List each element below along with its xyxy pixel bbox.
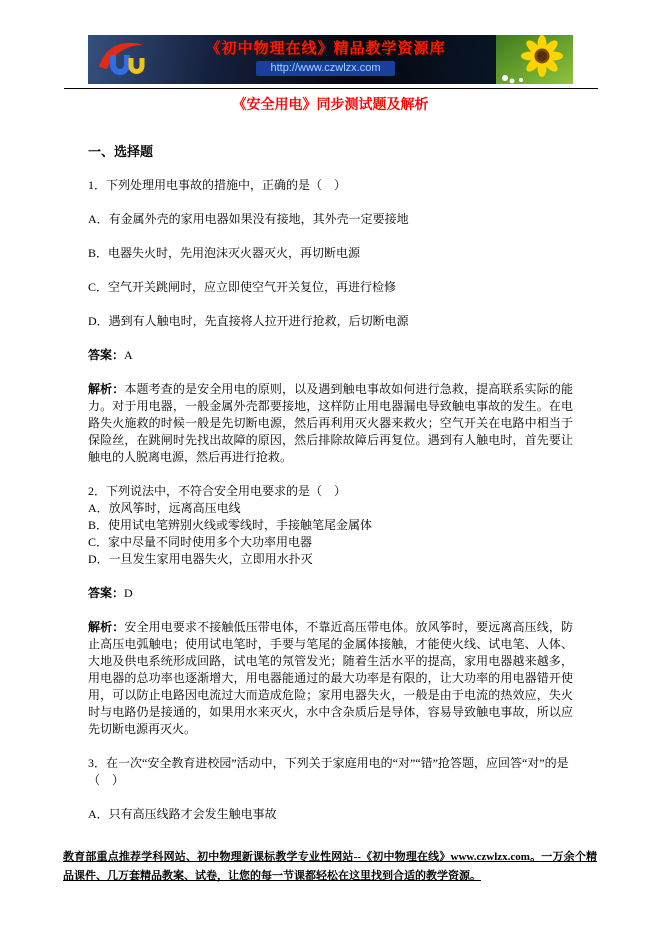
page-title: 《安全用电》同步测试题及解析 bbox=[232, 98, 429, 113]
q3-stem: 3．在一次“安全教育进校园”活动中，下列关于家庭用电的“对”“错”抢答题，应回答“对”的是（ ） bbox=[88, 756, 569, 787]
q2-option-b: B．使用试电笔辨别火线或零线时，手接触笔尾金属体 bbox=[88, 518, 373, 532]
q2-answer-label: 答案： bbox=[88, 586, 125, 600]
q2-analysis-text: 安全用电要求不接触低压带电体，不靠近高压带电体。放风筝时，要远离高压线，防止高压电弧触电；使用试电笔时，手要与笔尾的金属体接触，才能使火线、试电笔、人体、大地及供电系统形成回路，试电笔的氖管发光；随着生活水平的提高，家用电器越来越多，用电器的总功率也逐渐增大，用电器能通过的最大功率是有限的，让大功率的用电器错开使用，可以防止电路因电流过大而造成危险；家用电器失火，一般是由于电流的热效应，失火时与电路仍是接通的，如果用水来灭火，水中含杂质后是导体，容易导致触电事故，所以应先切断电源再灭火。 bbox=[88, 620, 573, 736]
q2-option-a: A．放风筝时，远离高压电线 bbox=[88, 501, 241, 515]
q3-option-a: A．只有高压线路才会发生触电事故 bbox=[88, 807, 277, 821]
footer-text: 教育部重点推荐学科网站、初中物理新课标教学专业性网站--《初中物理在线》www.czwlzx.com。一万余个精品课件、几万套精品教案、试卷，让您的每一节课都轻松在这里找到合适的教学资源。 bbox=[63, 851, 597, 882]
q2-option-c: C．家中尽量不同时使用多个大功率用电器 bbox=[88, 535, 313, 549]
q2-stem: 2．下列说法中，不符合安全用电要求的是（ ） bbox=[88, 484, 347, 498]
site-title: 《初中物理在线》精品教学资源库 bbox=[205, 41, 446, 57]
site-logo-icon bbox=[91, 37, 159, 82]
q1-option-d: D．遇到有人触电时，先直接将人拉开进行抢救，后切断电源 bbox=[88, 314, 409, 328]
q2-analysis-label: 解析： bbox=[88, 620, 125, 634]
q1-answer-value: A bbox=[124, 348, 133, 362]
q2-analysis bbox=[88, 619, 573, 738]
site-banner bbox=[88, 35, 573, 84]
q1-option-c: C．空气开关跳闸时，应立即使空气开关复位，再进行检修 bbox=[88, 280, 397, 294]
q1-analysis bbox=[88, 381, 573, 466]
q2-answer-value: D bbox=[124, 586, 133, 600]
banner-text-block bbox=[160, 40, 491, 76]
q2-block bbox=[88, 483, 573, 568]
q1-option-a: A．有金属外壳的家用电器如果没有接地，其外壳一定要接地 bbox=[88, 212, 409, 226]
q1-option-b: B．电器失火时，先用泡沫灭火器灭火，再切断电源 bbox=[88, 246, 361, 260]
q2-answer-line bbox=[88, 585, 573, 602]
q1-analysis-label: 解析： bbox=[88, 382, 125, 396]
site-url-link[interactable]: http://www.czwlzx.com bbox=[256, 61, 394, 76]
header-divider bbox=[64, 88, 598, 89]
q1-answer-label: 答案： bbox=[88, 348, 125, 362]
q1-stem: 1．下列处理用电事故的措施中，正确的是（ ） bbox=[88, 178, 347, 192]
section-heading: 一、选择题 bbox=[88, 144, 154, 159]
sunflower-photo-icon bbox=[496, 35, 573, 84]
q1-answer-line bbox=[88, 347, 573, 364]
q2-option-d: D．一旦发生家用电器失火，立即用水扑灭 bbox=[88, 552, 313, 566]
document-body bbox=[88, 143, 573, 823]
q1-analysis-text: 本题考查的是安全用电的原则，以及遇到触电事故如何进行急救，提高联系实际的能力。对于用电器，一般金属外壳都要接地，这样防止用电器漏电导致触电事故的发生。在电路失火施救的时候一般是先切断电源，然后再利用灭火器来救火；空气开关在电路中相当于保险丝，在跳闸时先找出故障的原因，然后排除故障后再复位。遇到有人触电时，首先要让触电的人脱离电源，然后再进行抢救。 bbox=[88, 382, 573, 464]
